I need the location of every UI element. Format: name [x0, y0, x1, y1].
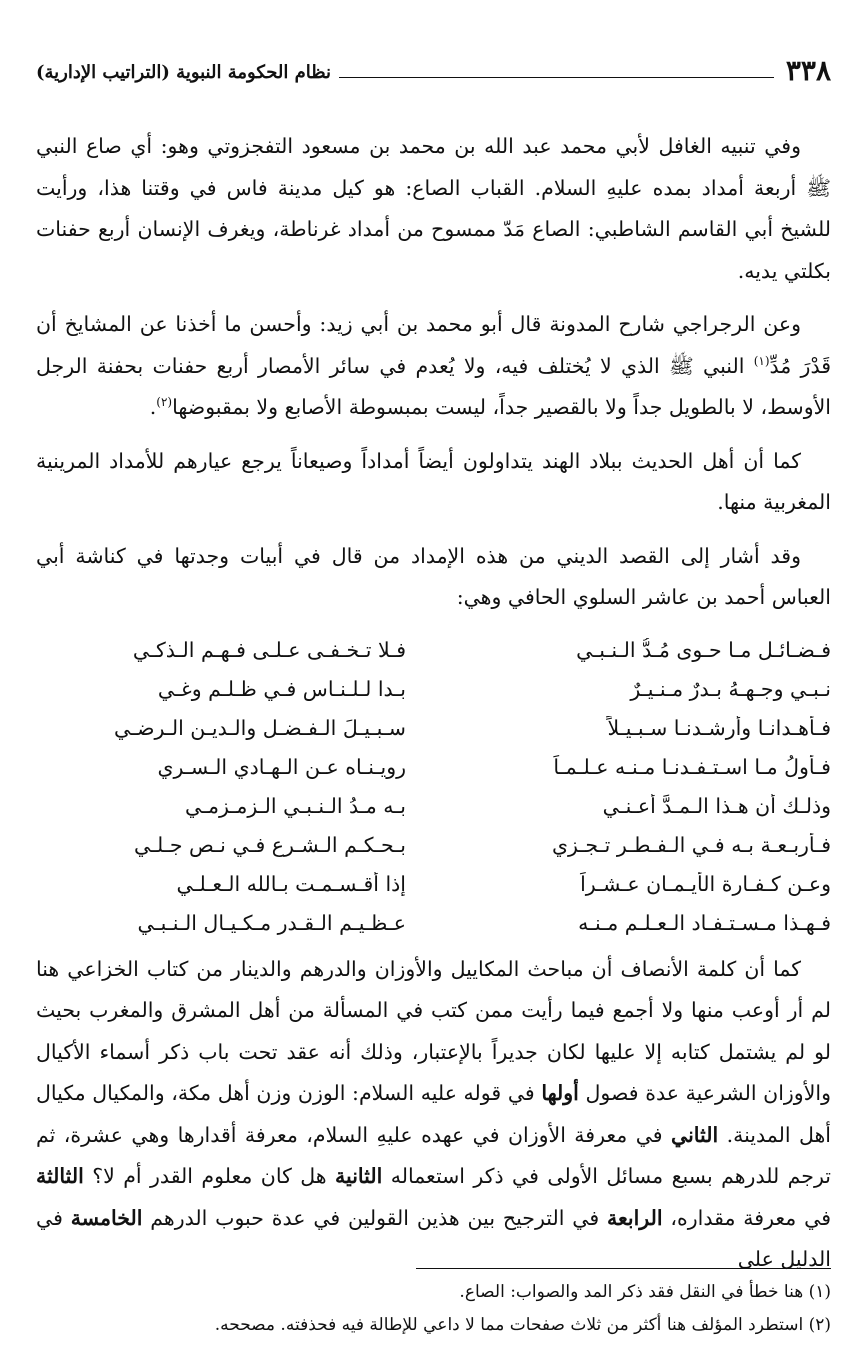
verse-second-hemistich: سـبـيـلَ الـفـضـل والـديـن الـرضـي — [114, 716, 406, 740]
closing-text: في الدليل على — [36, 1205, 831, 1271]
poem-verse — [36, 787, 831, 826]
footnotes — [36, 1276, 831, 1342]
poem-verse — [36, 631, 831, 670]
verse-second-hemistich: فـلا تـخـفـى عـلـى فـهـم الـذكـي — [132, 638, 406, 662]
header-rule — [339, 77, 774, 78]
closing-text: في الترجيح بين هذين القولين في عدة حبوب الدرهم — [142, 1205, 607, 1230]
verse-first-hemistich: وعـن كـفـارة الأيـمـان عـشـراً — [580, 872, 831, 896]
footnote-2: (٢) استطرد المؤلف هنا أكثر من ثلاث صفحات مما لا داعي للإطالة فيه فحذفته. مصححه. — [214, 1315, 831, 1335]
closing-text: كما أن كلمة الأنصاف أن مباحث المكاييل والأوزان والدرهم والدينار من كتاب الخزاعي هنا لم أر أوعب منها ولا أجمع فيما رأيت ممن كتب في المسألة من أهل المشرق والمغرب بحيث لو لم يشتمل كتابه إلا عليها لكان جديراً بالإعتبار، وذلك أنه عقد تحت باب ذكر أسماء الأكيال والأوزان الشرعية عدة فصول — [36, 956, 831, 1105]
poem — [36, 631, 831, 943]
paragraph-2-part-b: النبي ﷺ الذي لا يُختلف فيه، ولا يُعدم في سائر الأمصار أربع حفنات بحفنة الرجل الأوسط، لا بالطويل جداً ولا بالقصير جداً، ليست بمبسوطة الأصابع ولا بمقبوضها — [36, 353, 831, 419]
closing-bold-term: الخامسة — [70, 1205, 143, 1230]
verse-first-hemistich: فـهـذا مـسـتـفـاد الـعـلـم مـنـه — [578, 911, 831, 935]
poem-verse — [36, 826, 831, 865]
poem-verse — [36, 904, 831, 943]
poem-verse — [36, 748, 831, 787]
poem-verse — [36, 709, 831, 748]
paragraph-2 — [36, 304, 831, 429]
verse-first-hemistich: وذلـك أن هـذا الـمـدَّ أعـنـي — [602, 794, 831, 818]
verse-second-hemistich: عـظـيـم الـقـدر مـكـيـال الـنـبـي — [137, 911, 406, 935]
running-title: نظام الحكومة النبوية (التراتيب الإدارية) — [36, 62, 332, 83]
page-header — [36, 52, 831, 86]
verse-second-hemistich: بـدا لـلـنـاس فـي ظـلـم وغـي — [157, 677, 406, 701]
closing-bold-term: الثانية — [335, 1164, 383, 1188]
footnote-rule — [416, 1268, 831, 1269]
footnote-ref-1[interactable]: (١) — [753, 353, 770, 368]
paragraph-2-part-a: وعن الرجراجي شارح المدونة قال أبو محمد بن أبي زيد: وأحسن ما أخذنا عن المشايخ أن قَدْرَ مُدِّ — [36, 312, 832, 378]
verse-first-hemistich: فـأولُ مـا اسـتـفـدنـا مـنـه عـلـمـاً — [553, 755, 831, 779]
page-number: ٣٣٨ — [785, 54, 831, 87]
verse-second-hemistich: بـه مـدُ الـنـبـي الـزمـزمـي — [184, 794, 406, 818]
footnote-1: (١) هنا خطأ في النقل فقد ذكر المد والصواب: الصاع. — [459, 1282, 831, 1302]
paragraph-4: وقد أشار إلى القصد الديني من هذه الإمداد من قال في أبيات وجدتها في كناشة أبي العباس أحمد بن عاشر السلوي الحافي وهي: — [36, 543, 831, 609]
paragraph-3: كما أن أهل الحديث ببلاد الهند يتداولون أيضاً أمداداً وصيعاناً يرجع عيارهم للأمداد المرينية المغربية منها. — [36, 448, 831, 514]
verse-first-hemistich: نـبـي وجـهـهُ بـدرٌ مـنـيـرٌ — [630, 677, 831, 701]
poem-verse — [36, 670, 831, 709]
verse-second-hemistich: بـحـكـم الـشـرع فـي نـص جـلـي — [133, 833, 406, 857]
paragraph-1: وفي تنبيه الغافل لأبي محمد عبد الله بن محمد بن مسعود التفجزوتي وهو: أي صاع النبي ﷺ أربعة أمداد بمده عليهِ السلام. القباب الصاع: هو كيل مدينة فاس في وقتنا هذا، ورأيت للشيخ أبي القاسم الشاطبي: الصاع مَدّ ممسوح من أمداد غرناطة، ويغرف الإنسان أربع حفنات بكلتي يديه. — [36, 134, 831, 283]
closing-bold-term: الرابعة — [607, 1205, 663, 1230]
closing-text: في معرفة الأوزان في عهده عليهِ السلام، معرفة أقدارها وهي عشرة، ثم ترجم للدرهم بسبع مسائل الأولى في ذكر استعماله — [36, 1122, 831, 1188]
closing-bold-term: الثالثة — [36, 1164, 84, 1188]
verse-first-hemistich: فـأربـعـة بـه فـي الـفـطـر تـجـزي — [552, 833, 831, 857]
closing-bold-term: أولها — [541, 1081, 579, 1105]
main-text — [36, 126, 831, 1293]
verse-first-hemistich: فـأهـدانـا وأرشـدنـا سـبـيـلاً — [607, 716, 831, 740]
closing-bold-term: الثاني — [671, 1122, 719, 1147]
verse-first-hemistich: فـضـائـل مـا حـوى مُـدُّ الـنـبـي — [576, 638, 831, 662]
closing-text: في معرفة مقداره، — [662, 1205, 831, 1230]
verse-second-hemistich: رويـنـاه عـن الـهـادي الـسـري — [157, 755, 406, 779]
verse-second-hemistich: إذا أقـسـمـت بـالله الـعـلـي — [176, 872, 406, 896]
footnote-ref-2[interactable]: (٢) — [156, 395, 173, 410]
closing-text: هل كان معلوم القدر أم لا؟ — [83, 1164, 336, 1188]
poem-verse — [36, 865, 831, 904]
closing-text: في قوله عليه السلام: الوزن وزن أهل مكة، والمكيال مكيال أهل المدينة. — [36, 1081, 831, 1147]
paragraph-5 — [36, 949, 831, 1281]
paragraph-2-part-c: . — [149, 395, 157, 419]
